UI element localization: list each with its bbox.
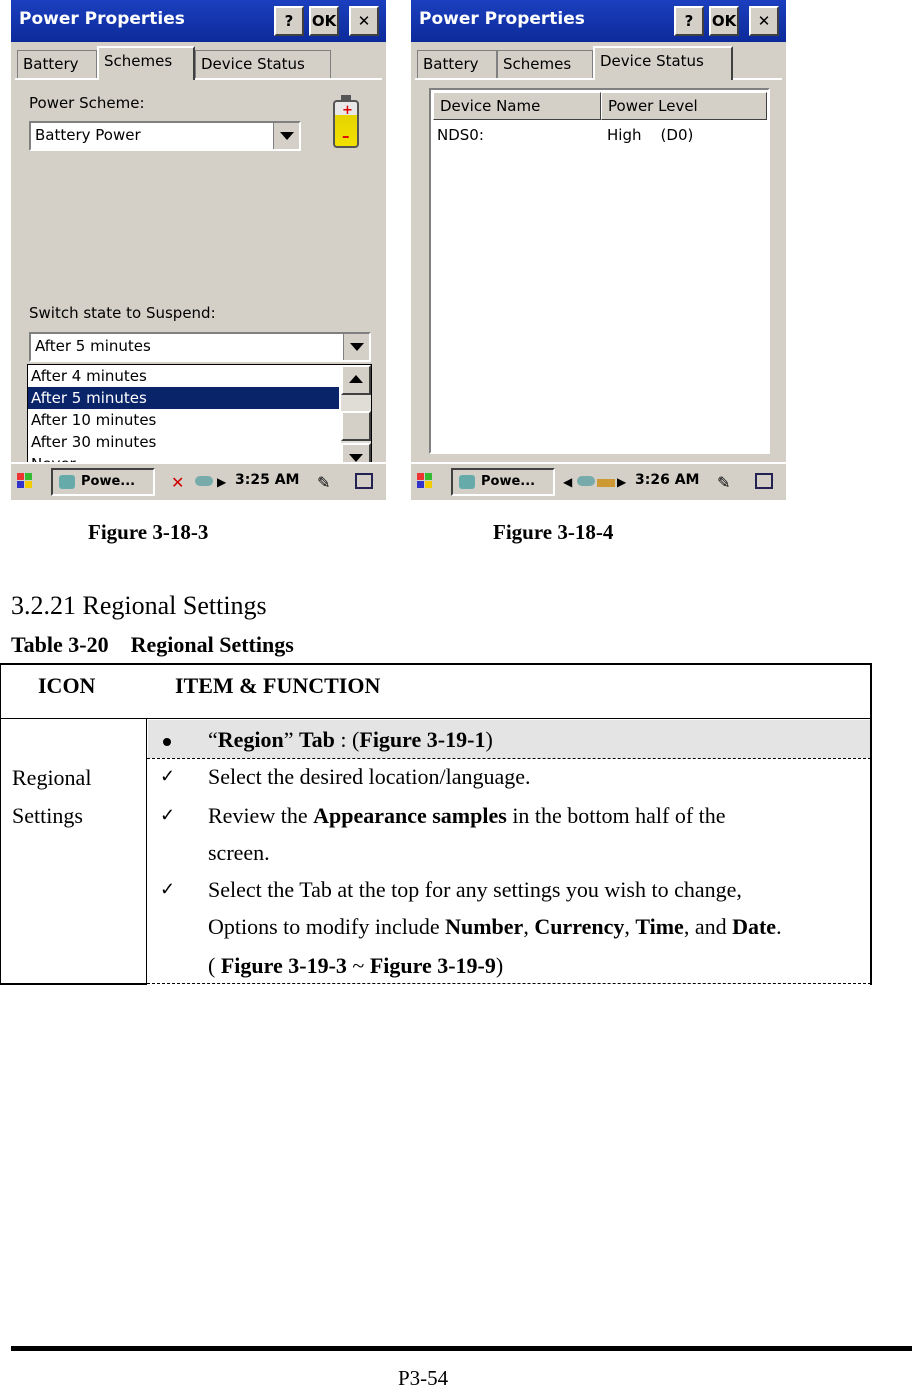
figure-caption-2: Figure 3-18-4 [493, 520, 614, 544]
windows-switch-icon[interactable] [355, 473, 373, 489]
chevron-up-icon [349, 375, 363, 383]
sync-icon[interactable] [597, 479, 615, 487]
battery-icon [333, 100, 359, 148]
clock[interactable]: 3:26 AM [635, 472, 700, 488]
window-title: Power Properties [19, 9, 185, 29]
scroll-thumb[interactable] [341, 411, 371, 441]
windows-start-icon[interactable] [17, 473, 33, 489]
item-review-appearance: Review the Appearance samples in the bottom half of the [208, 803, 726, 828]
switch-suspend-label: Switch state to Suspend: [29, 304, 216, 322]
ok-button[interactable]: OK [709, 6, 739, 36]
device-list[interactable] [429, 88, 770, 454]
page-number: P3-54 [398, 1366, 449, 1390]
taskbar [11, 462, 386, 500]
screenshot-device-status [411, 0, 786, 500]
item-select-tab: Select the Tab at the top for any settings you wish to change, [208, 877, 742, 902]
title-bar [11, 0, 386, 42]
table-border-left [0, 663, 1, 985]
header-divider [0, 718, 872, 719]
column-header-device-name[interactable]: Device Name [433, 92, 601, 120]
title-bar [411, 0, 786, 42]
taskbar [411, 462, 786, 500]
tab-schemes[interactable]: Schemes [97, 46, 195, 80]
header-item-function: ITEM & FUNCTION [175, 673, 381, 698]
dropdown-arrow-button[interactable] [273, 123, 299, 149]
suspend-value: After 5 minutes [35, 337, 151, 355]
list-item[interactable]: After 4 minutes [31, 367, 147, 385]
plus-icon: + [342, 103, 353, 118]
footer-rule [11, 1346, 912, 1351]
taskbar-app-label: Powe... [81, 474, 136, 489]
check-icon: ✓ [160, 805, 176, 825]
pen-icon[interactable]: ✎ [317, 473, 331, 492]
item-select-location: Select the desired location/language. [208, 764, 531, 789]
item-select-tab-figures: ( Figure 3-19-3 ~ Figure 3-19-9) [208, 953, 504, 978]
scroll-up-button[interactable] [341, 365, 371, 395]
scrollbar[interactable] [341, 365, 371, 473]
suspend-select[interactable] [29, 332, 371, 362]
tab-bar [11, 42, 386, 82]
bullet-icon [163, 738, 171, 746]
chevron-down-icon [350, 343, 364, 351]
table-border-bottom [0, 983, 147, 985]
list-item[interactable]: After 30 minutes [31, 433, 157, 451]
tab-device-status[interactable]: Device Status [195, 50, 331, 78]
chevron-left-icon[interactable]: ◀ [563, 475, 573, 489]
figure-caption-1: Figure 3-18-3 [88, 520, 209, 544]
item-review-appearance-cont: screen. [208, 840, 270, 865]
power-scheme-select[interactable] [29, 121, 301, 151]
app-icon [59, 475, 75, 489]
close-button[interactable]: ✕ [349, 6, 379, 36]
tab-device-status[interactable]: Device Status [593, 46, 733, 80]
row-divider [147, 758, 871, 759]
window-title: Power Properties [419, 9, 585, 29]
pen-icon[interactable]: ✎ [717, 473, 731, 492]
taskbar-app-button[interactable] [51, 468, 155, 496]
ok-button[interactable]: OK [309, 6, 339, 36]
check-icon: ✓ [160, 879, 176, 899]
screenshot-schemes [11, 0, 386, 500]
list-item-selected[interactable]: After 5 minutes [28, 387, 339, 409]
network-icon[interactable] [577, 476, 595, 486]
row-divider [147, 983, 871, 984]
app-icon [459, 475, 475, 489]
network-icon[interactable] [195, 476, 213, 486]
battery-cap [341, 95, 351, 101]
regional-settings-table [0, 663, 872, 985]
power-scheme-value: Battery Power [35, 126, 141, 144]
chevron-right-icon[interactable]: ▶ [217, 475, 227, 489]
check-icon: ✓ [160, 766, 176, 786]
power-level-cell[interactable]: High (D0) [607, 126, 694, 144]
list-item[interactable]: After 10 minutes [31, 411, 157, 429]
column-header-power-level[interactable]: Power Level [601, 92, 767, 120]
windows-switch-icon[interactable] [755, 473, 773, 489]
chevron-right-icon[interactable]: ▶ [617, 475, 627, 489]
close-button[interactable]: ✕ [749, 6, 779, 36]
taskbar-app-label: Powe... [481, 474, 536, 489]
header-icon: ICON [38, 673, 96, 698]
icon-cell-line2: Settings [12, 803, 83, 828]
power-scheme-label: Power Scheme: [29, 94, 145, 112]
tab-battery[interactable]: Battery [17, 50, 97, 78]
chevron-down-icon [349, 454, 363, 462]
chevron-down-icon [280, 132, 294, 140]
help-button[interactable]: ? [274, 6, 304, 36]
table-title: Table 3-20 Regional Settings [11, 632, 294, 657]
minus-icon: – [342, 127, 350, 145]
tab-battery[interactable]: Battery [417, 50, 497, 78]
section-title: 3.2.21 Regional Settings [11, 591, 267, 620]
dropdown-arrow-button[interactable] [343, 334, 369, 360]
table-border-top [0, 663, 872, 665]
disconnected-icon[interactable]: ✕ [171, 473, 185, 492]
suspend-options-list [27, 364, 372, 474]
item-select-tab-options: Options to modify include Number, Currency, Time, and Date. [208, 914, 782, 939]
device-name-cell[interactable]: NDS0: [437, 126, 484, 144]
icon-cell-line1: Regional [12, 765, 92, 790]
clock[interactable]: 3:25 AM [235, 472, 300, 488]
help-button[interactable]: ? [674, 6, 704, 36]
icon-cell [12, 759, 91, 835]
taskbar-app-button[interactable] [451, 468, 555, 496]
tab-divider [15, 78, 382, 80]
table-border-right [870, 663, 872, 985]
tab-schemes[interactable]: Schemes [497, 50, 593, 78]
windows-start-icon[interactable] [417, 473, 433, 489]
region-tab-heading: “Region” Tab : (Figure 3-19-1) [208, 727, 493, 752]
tab-bar [411, 42, 786, 82]
